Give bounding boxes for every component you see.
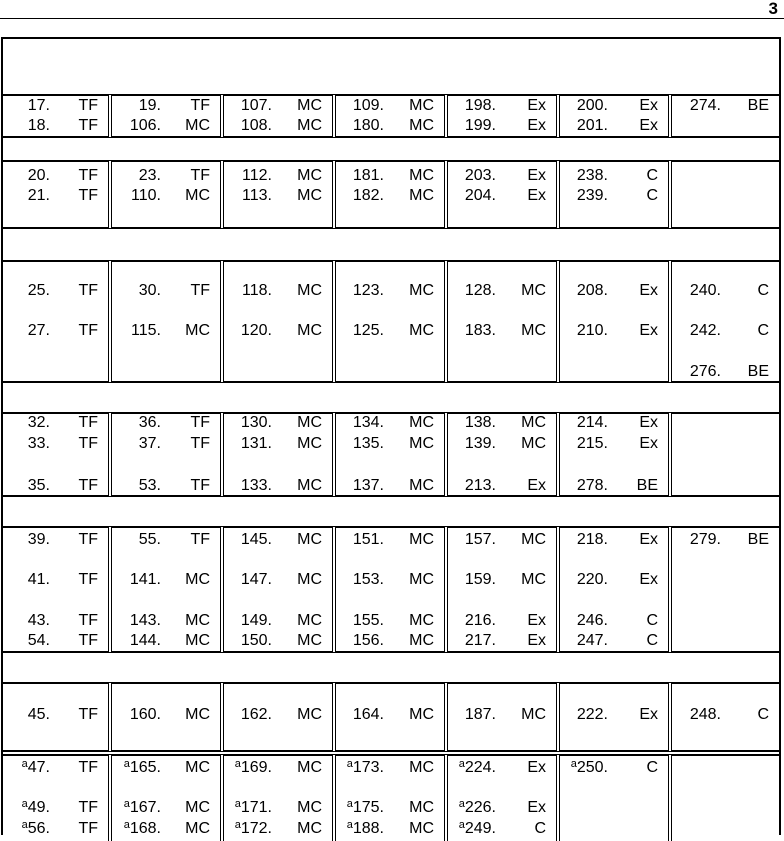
question-type: BE xyxy=(747,363,769,380)
question-number-text: 36. xyxy=(138,414,161,431)
question-type: TF xyxy=(78,435,98,452)
column-separator xyxy=(668,413,672,496)
question-number-text: 19. xyxy=(138,97,161,114)
question-number-text: 201. xyxy=(576,117,608,134)
question-number-text: 224. xyxy=(464,759,496,776)
question-number-text: 45. xyxy=(27,706,50,723)
question-number-text: 172. xyxy=(240,820,272,837)
question-type: MC xyxy=(297,706,322,723)
question-number-text: 49. xyxy=(27,799,50,816)
page-number: 3 xyxy=(768,0,778,18)
question-number-text: 17. xyxy=(27,97,50,114)
question-number-text: 32. xyxy=(27,414,50,431)
question-number-text: 118. xyxy=(242,282,272,299)
question-type: MC xyxy=(185,571,210,588)
question-number-text: 41. xyxy=(27,571,50,588)
question-type: MC xyxy=(185,612,210,629)
question-type: TF xyxy=(78,706,98,723)
footnote-marker: a xyxy=(570,758,577,770)
question-number-text: 110. xyxy=(131,187,161,204)
question-number-text: 204. xyxy=(464,187,496,204)
question-type: MC xyxy=(521,322,546,339)
question-number-text: 56. xyxy=(27,820,50,837)
question-number-text: 149. xyxy=(240,612,272,629)
question-type: Ex xyxy=(527,187,546,204)
question-type: MC xyxy=(297,820,322,837)
question-type: TF xyxy=(190,414,210,431)
footnote-marker: a xyxy=(123,758,130,770)
question-grid xyxy=(1,37,781,835)
question-number-text: 145. xyxy=(240,531,272,548)
question-type: MC xyxy=(409,435,434,452)
question-number-text: 215. xyxy=(576,435,608,452)
question-type: MC xyxy=(297,531,322,548)
question-number-text: 183. xyxy=(464,322,496,339)
question-type: TF xyxy=(78,117,98,134)
question-number-text: 213. xyxy=(464,477,496,494)
question-type: TF xyxy=(190,97,210,114)
question-type: TF xyxy=(78,759,98,776)
column-separator xyxy=(556,261,560,382)
question-type: MC xyxy=(297,759,322,776)
question-number-text: 198. xyxy=(464,97,496,114)
question-type: MC xyxy=(409,414,434,431)
question-type: MC xyxy=(521,435,546,452)
question-number-text: 165. xyxy=(129,759,161,776)
question-type: TF xyxy=(78,322,98,339)
question-type: MC xyxy=(409,531,434,548)
question-number-text: 37. xyxy=(138,435,161,452)
question-type: Ex xyxy=(527,759,546,776)
question-type: TF xyxy=(190,435,210,452)
question-number-text: 53. xyxy=(138,477,161,494)
question-number-text: 143. xyxy=(129,612,161,629)
question-type: MC xyxy=(409,759,434,776)
top-rule xyxy=(0,18,784,19)
question-type: MC xyxy=(409,632,434,649)
question-type: MC xyxy=(185,759,210,776)
row-separator xyxy=(3,160,779,162)
question-type: TF xyxy=(78,187,98,204)
question-number-text: 27. xyxy=(27,322,50,339)
question-type: Ex xyxy=(639,322,658,339)
question-type: C xyxy=(646,167,658,184)
question-number-text: 23. xyxy=(138,167,161,184)
row-separator xyxy=(3,526,779,528)
question-number-text: 247. xyxy=(576,632,608,649)
question-type: Ex xyxy=(527,632,546,649)
question-type: BE xyxy=(747,97,769,114)
question-type: TF xyxy=(78,531,98,548)
question-type: Ex xyxy=(639,282,658,299)
question-type: BE xyxy=(636,477,658,494)
question-number-text: 137. xyxy=(352,477,384,494)
question-type: MC xyxy=(297,571,322,588)
footnote-marker: a xyxy=(123,798,130,810)
question-number-text: 274. xyxy=(689,97,721,114)
question-type: TF xyxy=(78,97,98,114)
question-type: MC xyxy=(409,477,434,494)
question-number-text: 246. xyxy=(576,612,608,629)
question-type: MC xyxy=(521,571,546,588)
question-number-text: 55. xyxy=(138,531,161,548)
question-type: MC xyxy=(409,187,434,204)
question-number-text: 113. xyxy=(242,187,272,204)
question-number-text: 107. xyxy=(240,97,272,114)
row-separator xyxy=(3,260,779,262)
question-number-text: 240. xyxy=(689,282,721,299)
question-number-text: 217. xyxy=(464,632,496,649)
footnote-marker: a xyxy=(234,758,241,770)
question-type: TF xyxy=(190,167,210,184)
question-number-text: 175. xyxy=(352,799,384,816)
question-type: MC xyxy=(409,612,434,629)
question-type: TF xyxy=(78,282,98,299)
question-type: TF xyxy=(190,282,210,299)
question-number-text: 167. xyxy=(129,799,161,816)
question-number-text: 33. xyxy=(27,435,50,452)
question-type: MC xyxy=(297,322,322,339)
question-number-text: 47. xyxy=(27,759,50,776)
question-number-text: 218. xyxy=(576,531,608,548)
question-type: MC xyxy=(297,282,322,299)
question-type: MC xyxy=(297,167,322,184)
question-type: TF xyxy=(78,167,98,184)
question-type: Ex xyxy=(527,477,546,494)
question-type: MC xyxy=(409,799,434,816)
question-type: MC xyxy=(297,612,322,629)
row-separator xyxy=(3,750,779,752)
question-type: Ex xyxy=(527,612,546,629)
question-number-text: 238. xyxy=(576,167,608,184)
question-type: Ex xyxy=(527,117,546,134)
question-type: TF xyxy=(78,632,98,649)
question-number-text: 43. xyxy=(27,612,50,629)
question-type: TF xyxy=(78,820,98,837)
question-number-text: 128. xyxy=(464,282,496,299)
question-number-text: 208. xyxy=(576,282,608,299)
question-type: MC xyxy=(185,322,210,339)
question-number-text: 220. xyxy=(576,571,608,588)
question-type: C xyxy=(646,612,658,629)
question-type: MC xyxy=(297,414,322,431)
question-type: MC xyxy=(409,322,434,339)
question-number-text: 188. xyxy=(352,820,384,837)
question-number-text: 200. xyxy=(576,97,608,114)
column-separator xyxy=(668,161,672,228)
question-number-text: 210. xyxy=(576,322,608,339)
footnote-marker: a xyxy=(458,819,465,831)
question-type: Ex xyxy=(527,799,546,816)
row-separator xyxy=(3,136,779,138)
question-number-text: 123. xyxy=(352,282,384,299)
question-type: Ex xyxy=(639,435,658,452)
question-type: MC xyxy=(409,571,434,588)
question-number-text: 214. xyxy=(576,414,608,431)
question-number-text: 120. xyxy=(240,322,272,339)
question-number-text: 216. xyxy=(464,612,496,629)
question-type: C xyxy=(757,322,769,339)
question-type: C xyxy=(534,820,546,837)
question-type: MC xyxy=(297,632,322,649)
row-separator xyxy=(3,412,779,414)
question-number-text: 199. xyxy=(464,117,496,134)
question-number-text: 147. xyxy=(240,571,272,588)
question-type: TF xyxy=(78,571,98,588)
question-type: MC xyxy=(185,820,210,837)
column-separator xyxy=(220,261,224,382)
footnote-marker: a xyxy=(458,758,465,770)
column-separator xyxy=(668,755,672,841)
question-number-text: 155. xyxy=(352,612,384,629)
question-number-text: 20. xyxy=(27,167,50,184)
question-number-text: 242. xyxy=(689,322,721,339)
question-type: MC xyxy=(185,799,210,816)
question-number-text: 164. xyxy=(352,706,384,723)
question-type: MC xyxy=(409,167,434,184)
question-type: TF xyxy=(78,414,98,431)
footnote-marker: a xyxy=(21,819,28,831)
question-number-text: 54. xyxy=(27,632,50,649)
question-number-text: 18. xyxy=(27,117,50,134)
footnote-marker: a xyxy=(346,758,353,770)
footnote-marker: a xyxy=(234,798,241,810)
question-type: MC xyxy=(521,706,546,723)
question-number-text: 108. xyxy=(240,117,272,134)
question-number-text: 157. xyxy=(464,531,496,548)
question-type: MC xyxy=(521,531,546,548)
question-number-text: 203. xyxy=(464,167,496,184)
question-type: Ex xyxy=(527,167,546,184)
question-type: MC xyxy=(297,799,322,816)
question-type: MC xyxy=(521,282,546,299)
question-number-text: 181. xyxy=(352,167,384,184)
column-separator xyxy=(444,261,448,382)
question-number-text: 25. xyxy=(27,282,50,299)
question-type: TF xyxy=(190,531,210,548)
question-number-text: 156. xyxy=(352,632,384,649)
row-separator xyxy=(3,381,779,383)
question-number-text: 135. xyxy=(352,435,384,452)
question-number-text: 144. xyxy=(129,632,161,649)
question-number-text: 109. xyxy=(352,97,384,114)
question-number-text: 112. xyxy=(242,167,272,184)
question-type: MC xyxy=(297,97,322,114)
question-number-text: 171. xyxy=(240,799,272,816)
question-number-text: 248. xyxy=(689,706,721,723)
question-number-text: 162. xyxy=(240,706,272,723)
question-number-text: 160. xyxy=(129,706,161,723)
row-separator xyxy=(3,495,779,497)
question-type: MC xyxy=(409,97,434,114)
question-number-text: 134. xyxy=(352,414,384,431)
footnote-marker: a xyxy=(346,798,353,810)
question-number-text: 226. xyxy=(464,799,496,816)
question-number-text: 115. xyxy=(131,322,161,339)
question-number-text: 239. xyxy=(576,187,608,204)
question-type: Ex xyxy=(639,571,658,588)
column-separator xyxy=(332,261,336,382)
question-type: C xyxy=(646,632,658,649)
question-number-text: 39. xyxy=(27,531,50,548)
question-type: MC xyxy=(409,820,434,837)
question-type: C xyxy=(757,706,769,723)
question-type: Ex xyxy=(639,97,658,114)
question-number-text: 180. xyxy=(352,117,384,134)
footnote-marker: a xyxy=(458,798,465,810)
footnote-marker: a xyxy=(21,758,28,770)
question-type: TF xyxy=(78,477,98,494)
question-type: MC xyxy=(409,706,434,723)
footnote-marker: a xyxy=(21,798,28,810)
question-number-text: 131. xyxy=(240,435,272,452)
question-type: Ex xyxy=(527,97,546,114)
question-type: TF xyxy=(78,612,98,629)
question-number-text: 141. xyxy=(129,571,161,588)
column-separator xyxy=(108,261,112,382)
question-type: MC xyxy=(521,414,546,431)
question-number-text: 106. xyxy=(129,117,161,134)
question-type: MC xyxy=(185,706,210,723)
question-number-text: 125. xyxy=(352,322,384,339)
row-separator xyxy=(3,682,779,684)
row-separator xyxy=(3,227,779,229)
question-type: MC xyxy=(297,477,322,494)
question-number-text: 187. xyxy=(464,706,496,723)
question-number-text: 139. xyxy=(464,435,496,452)
question-number-text: 151. xyxy=(352,531,384,548)
footnote-marker: a xyxy=(123,819,130,831)
question-type: Ex xyxy=(639,706,658,723)
question-type: MC xyxy=(297,187,322,204)
question-type: Ex xyxy=(639,117,658,134)
footnote-marker: a xyxy=(234,819,241,831)
question-number-text: 279. xyxy=(689,531,721,548)
question-type: Ex xyxy=(639,531,658,548)
question-number-text: 138. xyxy=(464,414,496,431)
question-number-text: 150. xyxy=(240,632,272,649)
question-number-text: 168. xyxy=(129,820,161,837)
question-number-text: 276. xyxy=(689,363,721,380)
question-number-text: 30. xyxy=(138,282,161,299)
question-number-text: 130. xyxy=(240,414,272,431)
question-type: MC xyxy=(297,435,322,452)
row-separator xyxy=(3,94,779,96)
question-type: MC xyxy=(185,632,210,649)
question-type: MC xyxy=(185,117,210,134)
question-type: MC xyxy=(409,282,434,299)
question-type: MC xyxy=(185,187,210,204)
question-type: C xyxy=(646,187,658,204)
question-number-text: 250. xyxy=(576,759,608,776)
question-type: MC xyxy=(297,117,322,134)
question-number-text: 133. xyxy=(240,477,272,494)
question-type: MC xyxy=(409,117,434,134)
question-type: C xyxy=(757,282,769,299)
question-number-text: 278. xyxy=(576,477,608,494)
question-type: BE xyxy=(747,531,769,548)
question-number-text: 35. xyxy=(27,477,50,494)
row-separator xyxy=(3,754,779,756)
question-type: Ex xyxy=(639,414,658,431)
question-number-text: 21. xyxy=(27,187,50,204)
question-type: TF xyxy=(190,477,210,494)
question-number-text: 222. xyxy=(576,706,608,723)
question-number-text: 249. xyxy=(464,820,496,837)
question-number-text: 169. xyxy=(240,759,272,776)
question-type: C xyxy=(646,759,658,776)
question-number-text: 153. xyxy=(352,571,384,588)
question-number-text: 182. xyxy=(352,187,384,204)
question-number-text: 173. xyxy=(352,759,384,776)
question-type: TF xyxy=(78,799,98,816)
footnote-marker: a xyxy=(346,819,353,831)
row-separator xyxy=(3,651,779,653)
question-number-text: 159. xyxy=(464,571,496,588)
